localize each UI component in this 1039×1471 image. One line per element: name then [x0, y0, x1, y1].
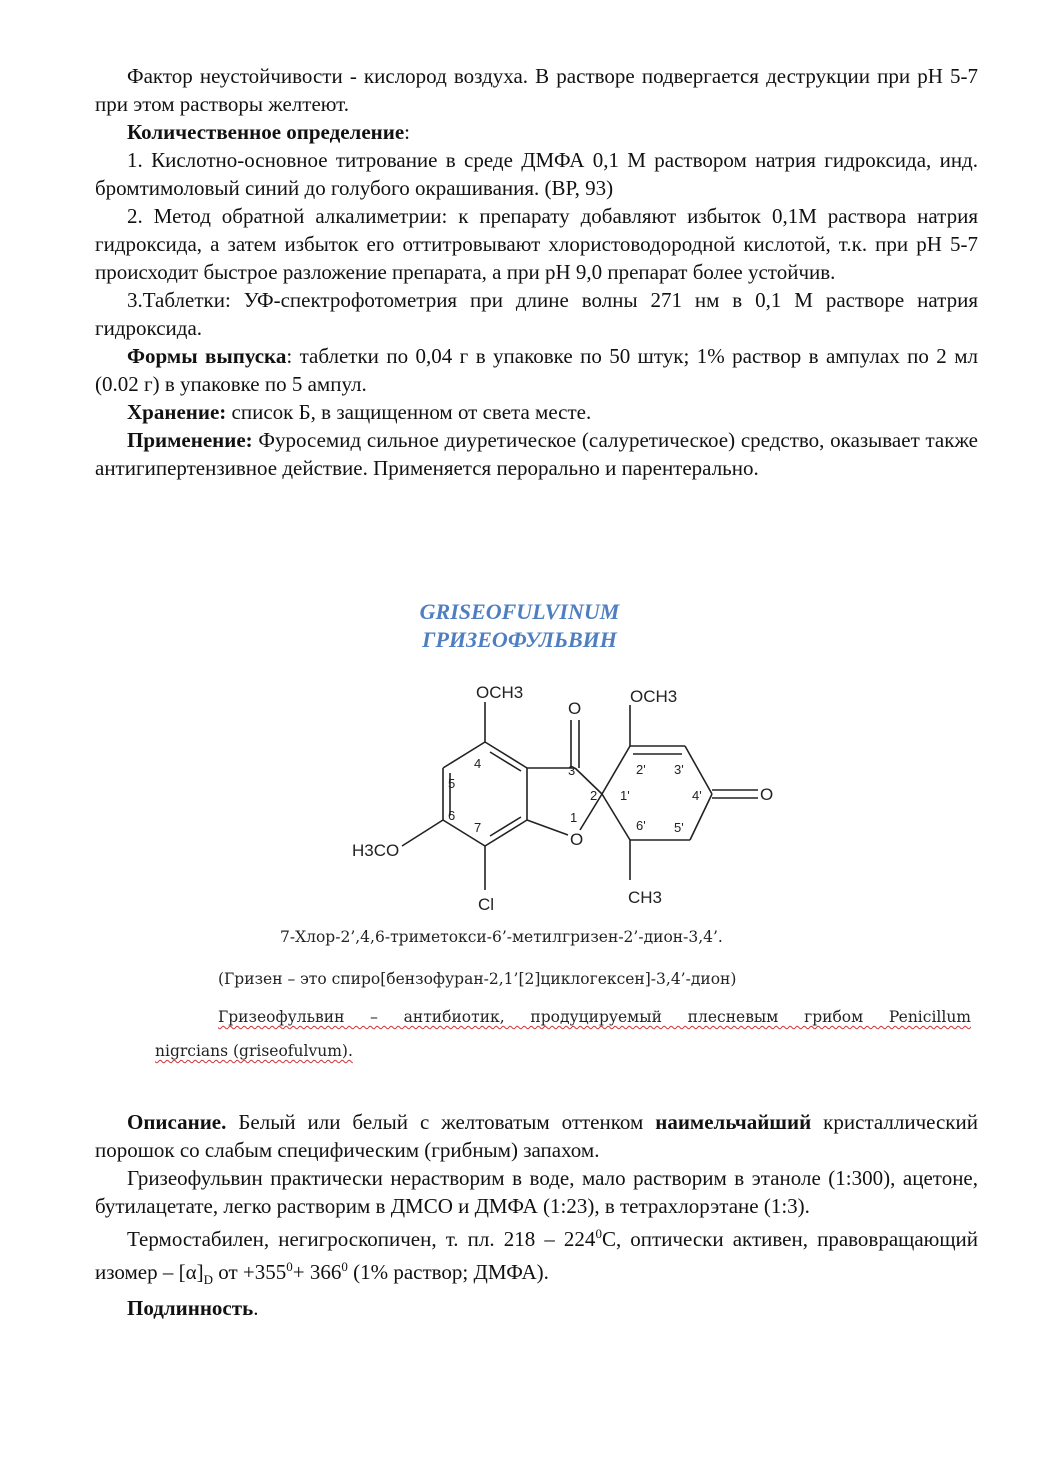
title-latin: GRISEOFULVINUM	[419, 599, 620, 624]
label-o-keto: O	[568, 699, 582, 718]
identity-dot: .	[253, 1296, 259, 1321]
subscript-d: D	[203, 1272, 213, 1288]
structure-bonds	[402, 702, 758, 890]
degree-sup-3: 0	[341, 1259, 348, 1274]
paragraph-thermo	[95, 1220, 978, 1294]
thermo-text-2: С, оптически активен, правовращающий изомер – [α]	[95, 1227, 978, 1284]
storage-text: список Б, в защищенном от света месте.	[226, 400, 592, 424]
use-text: Фуросемид сильное диуретическое (салуретическое) средство, оказывает также антигипертензивное действие. Применяется перорально и парентерально.	[95, 428, 978, 480]
label-o-enone: O	[760, 785, 774, 804]
num-2: 2	[590, 788, 598, 803]
document-top-text	[95, 62, 978, 482]
description-head: Описание.	[127, 1110, 227, 1134]
num-5: 5	[448, 776, 456, 791]
storage-head: Хранение:	[127, 400, 227, 424]
caption-origin-line2	[155, 1042, 353, 1060]
label-cl: Cl	[478, 895, 495, 914]
num-3p: 3'	[674, 762, 684, 777]
paragraph-use	[95, 426, 978, 482]
caption-origin-line1	[218, 1008, 971, 1026]
method-item-3: 3.Таблетки: УФ-спектрофотометрия при длине волны 271 нм в 0,1 М растворе натрия гидроксида.	[95, 288, 978, 340]
num-4: 4	[474, 756, 482, 771]
griseofulvin-structure	[340, 680, 800, 920]
method-item-1: 1. Кислотно-основное титрование в среде ДМФА 0,1 М раствором натрия гидроксида, инд. бромтимоловый синий до голубого окрашивания. (ВР, 93)	[95, 148, 978, 200]
thermo-text-5: (1% раствор; ДМФА).	[347, 1260, 549, 1284]
quantitative-head: Количественное определение	[127, 120, 405, 144]
identity-head: Подлинность	[127, 1296, 254, 1321]
method-item-2: 2. Метод обратной алкалиметрии: к препарату добавляют избыток 0,1М раствора натрия гидроксида, а затем избыток его оттитровывают хлористоводородной кислотой, т.к. при рН 5-7 происходит быстрое разложение препарата, а при рН 9,0 препарат более устойчив.	[95, 204, 978, 284]
num-7: 7	[474, 820, 482, 835]
num-6: 6	[448, 808, 456, 823]
num-5p: 5'	[674, 820, 684, 835]
label-och3-b: OCH3	[630, 687, 678, 706]
label-h3co: H3CO	[352, 841, 400, 860]
description-text-2: кристаллический порошок со слабым специфическим (грибным) запахом.	[95, 1110, 978, 1162]
title-russian: ГРИЗЕОФУЛЬВИН	[422, 627, 617, 652]
paragraph-instability: Фактор неустойчивости - кислород воздуха. В растворе подвергается деструкции при рН 5-7 при этом растворы желтеют.	[95, 64, 978, 116]
use-head: Применение:	[127, 428, 253, 452]
document-bottom-text	[95, 1108, 978, 1322]
num-6p: 6'	[636, 818, 646, 833]
num-2p: 2'	[636, 762, 646, 777]
forms-text: : таблетки по 0,04 г в упаковке по 50 штук; 1% раствор в ампулах по 2 мл (0.02 г) в упаковке по 5 ампул.	[95, 344, 978, 396]
caption-chemical-name: 7-Хлор-2’,4,6-триметокси-6’-метилгризен-2’-дион-3,4’.	[280, 928, 723, 946]
heading-quantitative	[95, 118, 978, 146]
colon: :	[404, 120, 411, 144]
drug-titles	[0, 598, 1039, 654]
forms-head: Формы выпуска	[127, 344, 287, 368]
description-bold: наимельчайший	[655, 1110, 812, 1134]
paragraph-description	[95, 1108, 978, 1164]
num-1p: 1'	[620, 788, 630, 803]
label-ch3: CH3	[628, 888, 663, 907]
degree-sup-2: 0	[286, 1259, 293, 1274]
thermo-text-3: от +355	[213, 1260, 287, 1284]
paragraph-storage	[95, 398, 978, 426]
num-4p: 4'	[692, 788, 702, 803]
thermo-text-4: + 366	[292, 1260, 342, 1284]
label-o-ring: O	[570, 830, 584, 849]
degree-sup-1: 0	[595, 1226, 602, 1241]
num-1: 1	[570, 810, 578, 825]
thermo-text-1: Термостабилен, негигроскопичен, т. пл. 218 – 224	[127, 1227, 596, 1251]
heading-identity	[95, 1294, 978, 1322]
paragraph-forms	[95, 342, 978, 398]
origin-line1-text: Гризеофульвин – антибиотик, продуцируемый плесневым грибом Penicillum	[218, 1008, 971, 1026]
structure-numbers	[448, 756, 702, 835]
description-text-1: Белый или белый с желтоватым оттенком	[226, 1110, 656, 1134]
origin-line2-text: nigrcians (griseofulvum).	[155, 1042, 353, 1060]
paragraph-solubility: Гризеофульвин практически нерастворим в воде, мало растворим в этаноле (1:300), ацетоне, бутилацетате, легко растворим в ДМСО и ДМФА (1:23), в тетрахлорэтане (1:3).	[95, 1166, 978, 1218]
label-och3-a: OCH3	[476, 683, 524, 702]
num-3: 3	[568, 763, 576, 778]
caption-grisen: (Гризен – это спиро[бензофуран-2,1’[2]циклогексен]-3,4’-дион)	[218, 970, 737, 988]
